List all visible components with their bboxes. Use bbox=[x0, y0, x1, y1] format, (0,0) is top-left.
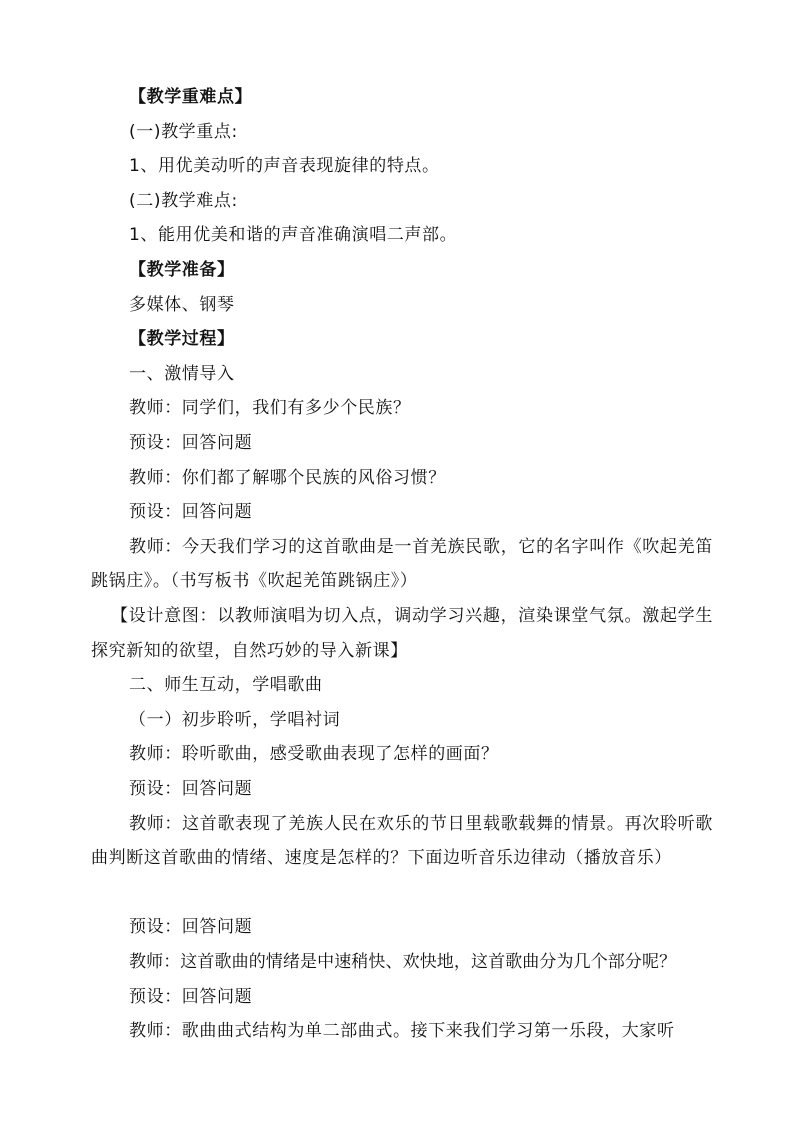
subheading-focus: (一)教学重点: bbox=[129, 121, 238, 142]
teacher-line: 教师：这首歌曲的情绪是中速稍快、欢快地，这首歌曲分为几个部分呢？ bbox=[129, 952, 677, 972]
focus-item-1: 1、用优美动听的声音表现旋律的特点。 bbox=[129, 156, 440, 177]
teacher-line: 教师：你们都了解哪个民族的风俗习惯？ bbox=[129, 467, 446, 488]
teacher-line: 教师：同学们，我们有多少个民族？ bbox=[129, 398, 411, 419]
substep-heading: （一）初步聆听，学唱衬词 bbox=[129, 709, 341, 730]
section-heading-key-points: 【教学重难点】 bbox=[129, 87, 253, 107]
teacher-line: 教师：聆听歌曲，感受歌曲表现了怎样的画面？ bbox=[129, 744, 499, 765]
preset-line: 预设：回答问题 bbox=[129, 986, 253, 1007]
teacher-paragraph: 教师：这首歌表现了羌族人民在欢乐的节日里载歌载舞的情景。再次聆听歌曲判断这首歌曲的情绪、速度是怎样的？下面边听音乐边律动（播放音乐） bbox=[91, 813, 713, 869]
preset-line: 预设：回答问题 bbox=[129, 433, 253, 453]
difficulty-item-1: 1、能用优美和谐的声音准确演唱二声部。 bbox=[129, 225, 458, 246]
preset-line: 预设：回答问题 bbox=[129, 917, 253, 938]
section-heading-process: 【教学过程】 bbox=[129, 329, 235, 350]
teacher-paragraph: 教师：今天我们学习的这首歌曲是一首羌族民歌，它的名字叫作《吹起羌笛跳锅庄》。（书写板书《吹起羌笛跳锅庄》） bbox=[91, 536, 713, 592]
step-heading-interaction: 二、师生互动，学唱歌曲 bbox=[129, 675, 323, 696]
subheading-difficulty: (二)教学难点: bbox=[129, 190, 238, 211]
preset-line: 预设：回答问题 bbox=[129, 779, 253, 799]
step-heading-intro: 一、激情导入 bbox=[129, 363, 235, 384]
preparation-text: 多媒体、钢琴 bbox=[129, 294, 235, 315]
preset-line: 预设：回答问题 bbox=[129, 502, 253, 523]
design-intent-paragraph: 【设计意图：以教师演唱为切入点，调动学习兴趣，渲染课堂气氛。激起学生探究新知的欲望，自然巧妙的导入新课】 bbox=[91, 606, 713, 661]
section-heading-preparation: 【教学准备】 bbox=[129, 260, 235, 280]
teacher-line: 教师：歌曲曲式结构为单二部曲式。接下来我们学习第一乐段，大家听 bbox=[129, 1021, 675, 1042]
